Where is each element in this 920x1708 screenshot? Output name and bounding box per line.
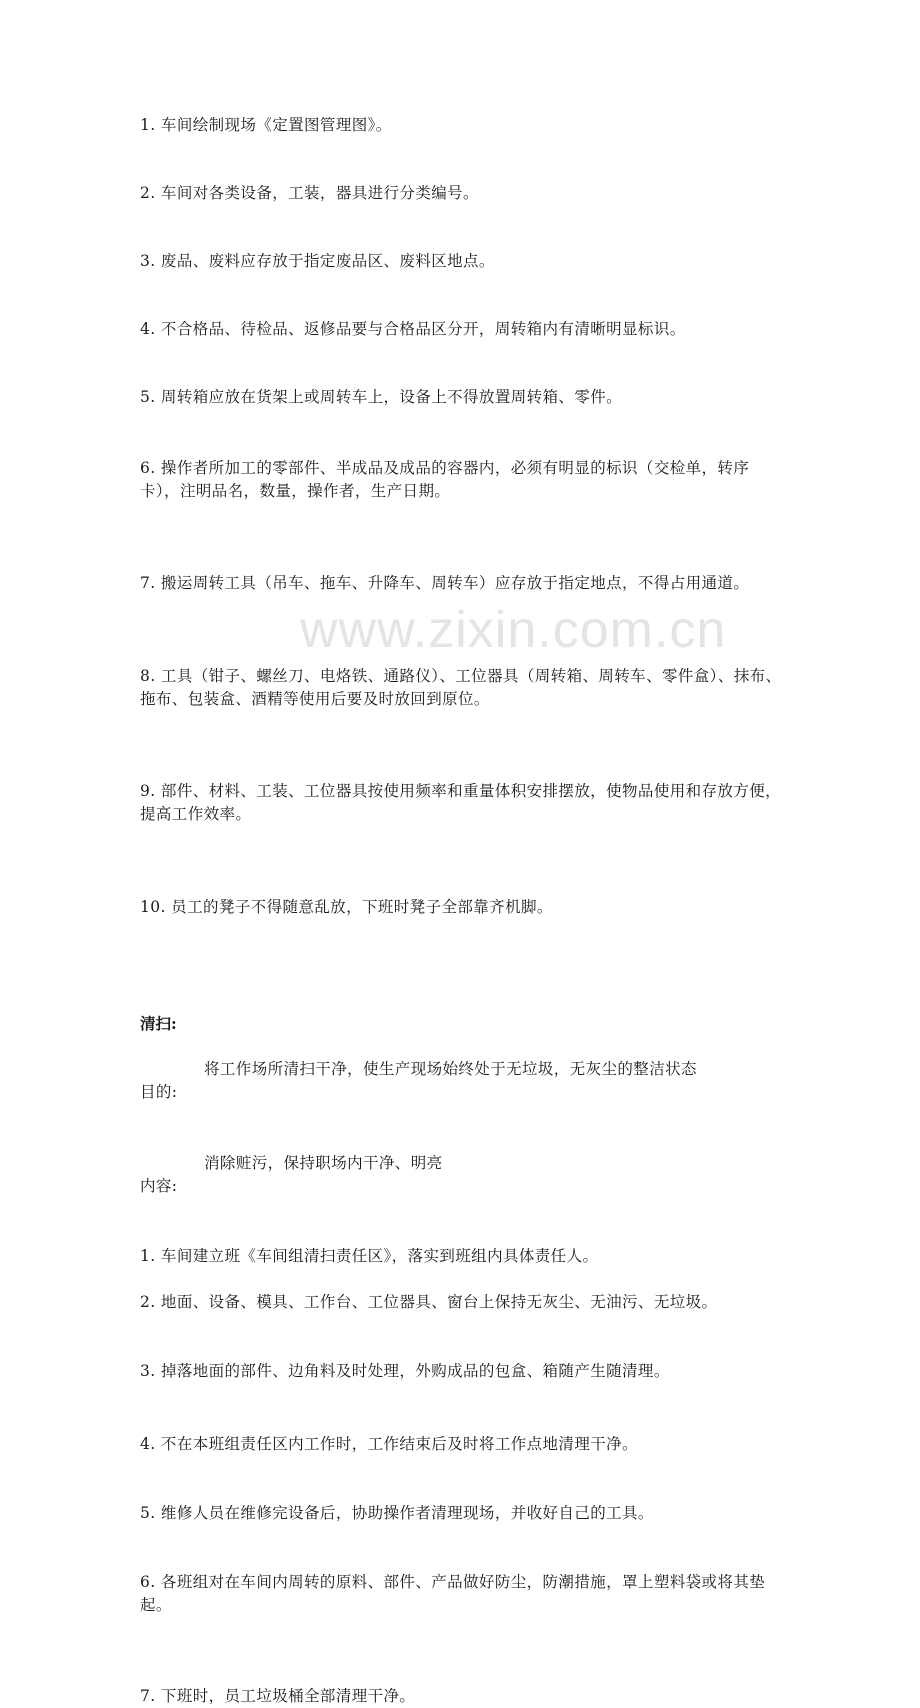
section-definition — [140, 1058, 782, 1104]
list-item: 1. 车间建立班《车间组清扫责任区》，落实到班组内具体责任人。 — [140, 1247, 599, 1265]
section-heading: 清扫: — [140, 1014, 177, 1033]
purpose-text: 消除赃污，保持职场内干净、明亮 — [204, 1154, 443, 1172]
list-item: 6. 各班组对在车间内周转的原料、部件、产品做好防尘，防潮措施，罩上塑料袋或将其垫起。 — [140, 1573, 766, 1614]
list-item: 1. 车间绘制现场《定置图管理图》。 — [140, 116, 392, 134]
list-item: 6. 操作者所加工的零部件、半成品及成品的容器内，必须有明显的标识（交检单，转序卡），注明品名，数量，操作者，生产日期。 — [140, 459, 750, 500]
list-item: 3. 掉落地面的部件、边角料及时处理，外购成品的包盒、箱随产生随清理。 — [140, 1362, 670, 1380]
list-item: 2. 车间对各类设备，工装，器具进行分类编号。 — [140, 184, 479, 202]
list-item: 7. 下班时，员工垃圾桶全部清理干净。 — [140, 1687, 416, 1705]
list-item: 5. 周转箱应放在货架上或周转车上，设备上不得放置周转箱、零件。 — [140, 388, 623, 406]
list-item: 8. 工具（钳子、螺丝刀、电烙铁、通路仪）、工位器具（周转箱、周转车、零件盒）、抹布、拖布、包装盒、酒精等使用后要及时放回到原位。 — [140, 667, 782, 708]
list-item: 4. 不合格品、待检品、返修品要与合格品区分开，周转箱内有清晰明显标识。 — [140, 320, 686, 338]
list-item: 5. 维修人员在维修完设备后，协助操作者清理现场，并收好自己的工具。 — [140, 1504, 654, 1522]
content-label: 内容: — [140, 1177, 178, 1195]
section-purpose — [140, 1152, 782, 1198]
list-item: 4. 不在本班组责任区内工作时，工作结束后及时将工作点地清理干净。 — [140, 1435, 638, 1453]
list-item: 10. 员工的凳子不得随意乱放，下班时凳子全部靠齐机脚。 — [140, 898, 553, 916]
definition-text: 将工作场所清扫干净，使生产现场始终处于无垃圾，无灰尘的整洁状态 — [204, 1060, 697, 1078]
list-item: 9. 部件、材料、工装、工位器具按使用频率和重量体积安排摆放，使物品使用和存放方便，提高工作效率。 — [140, 782, 782, 823]
list-item: 7. 搬运周转工具（吊车、拖车、升降车、周转车）应存放于指定地点，不得占用通道。 — [140, 574, 750, 592]
purpose-label: 目的: — [140, 1083, 178, 1101]
list-item: 2. 地面、设备、模具、工作台、工位器具、窗台上保持无灰尘、无油污、无垃圾。 — [140, 1293, 718, 1311]
watermark: www.zixin.com.cn — [300, 601, 727, 659]
list-item: 3. 废品、废料应存放于指定废品区、废料区地点。 — [140, 252, 495, 270]
